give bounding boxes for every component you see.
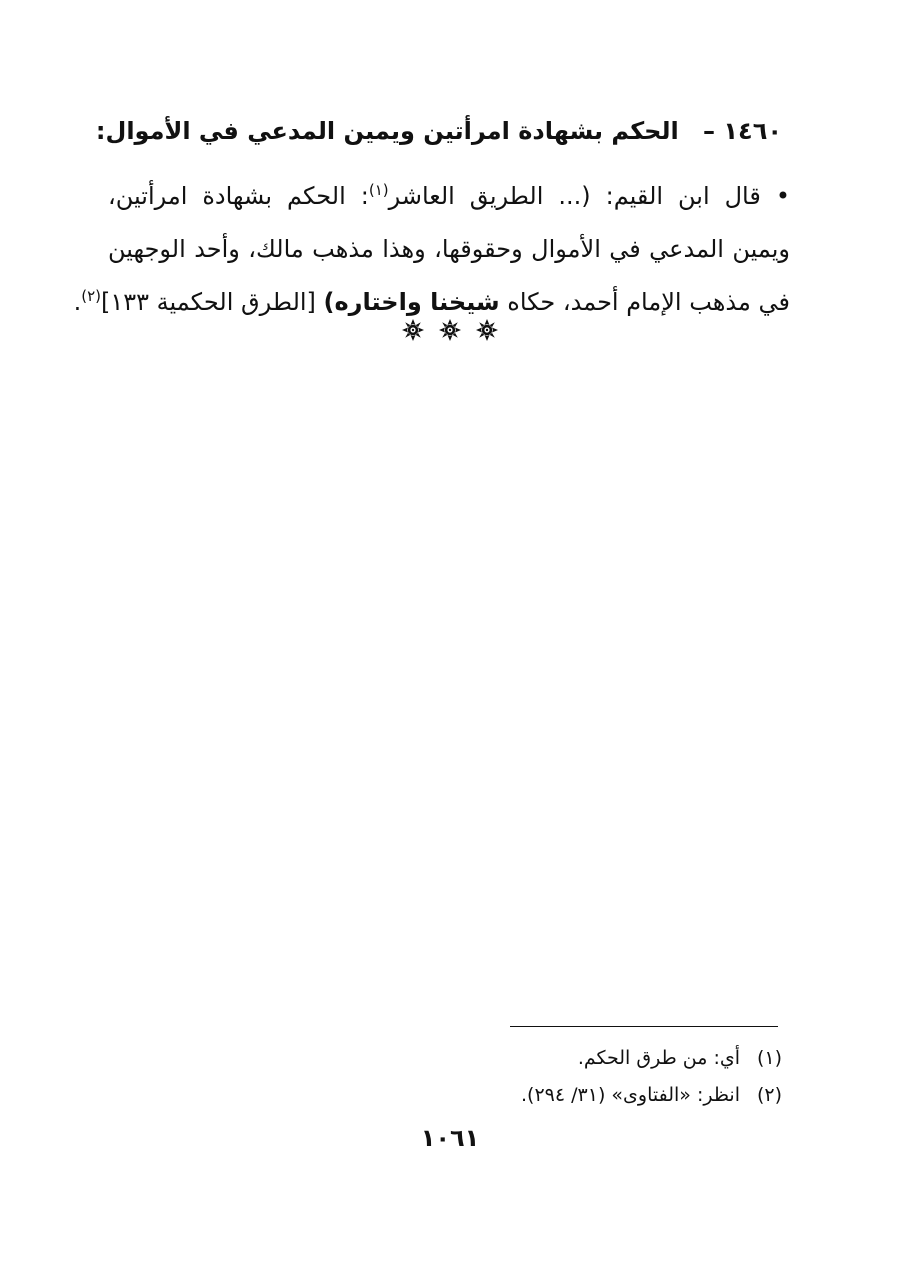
entry-heading: [95, 112, 782, 150]
page-number: ١٠٦١: [420, 1124, 480, 1152]
source-citation: [الطرق الحكمية ١٣٣]: [101, 288, 324, 316]
entry-number: [703, 117, 782, 145]
footnote-marker: (١): [756, 1047, 782, 1069]
footnote-divider: [510, 1026, 778, 1027]
line1-prefix: • قال ابن القيم: (... الطريق العاشر: [388, 182, 790, 210]
entry-dash: –: [703, 117, 716, 145]
paragraph-line-1: [108, 170, 790, 223]
line3-bold: شيخنا واختاره): [323, 288, 500, 316]
line3-prefix: في مذهب الإمام أحمد، حكاه: [499, 288, 790, 316]
paragraph-line-2: ويمين المدعي في الأموال وحقوقها، وهذا مذهب مالك، وأحد الوجهين: [108, 235, 790, 263]
footnote-ref-2[interactable]: (٢): [81, 287, 101, 305]
footnote-text: انظر: «الفتاوى» (٣١/ ٢٩٤).: [521, 1084, 740, 1106]
entry-title: الحكم بشهادة امرأتين ويمين المدعي في الأموال:: [95, 117, 679, 145]
flower-ornament-icon: [401, 318, 425, 342]
footnotes: [120, 1040, 782, 1114]
quote-paragraph: [73, 170, 790, 329]
line1-suffix: : الحكم بشهادة امرأتين،: [108, 182, 369, 210]
flower-ornament-icon: [475, 318, 499, 342]
section-ornaments: [0, 318, 900, 342]
footnote-item: [120, 1040, 782, 1077]
footnote-item: [120, 1077, 782, 1114]
footnote-marker: (٢): [756, 1084, 782, 1106]
footnote-text: أي: من طرق الحكم.: [577, 1047, 740, 1069]
flower-ornament-icon: [438, 318, 462, 342]
footnote-ref-1[interactable]: (١): [368, 181, 389, 199]
entry-number-value: ١٤٦٠: [723, 117, 782, 145]
line3-end: .: [73, 288, 82, 316]
